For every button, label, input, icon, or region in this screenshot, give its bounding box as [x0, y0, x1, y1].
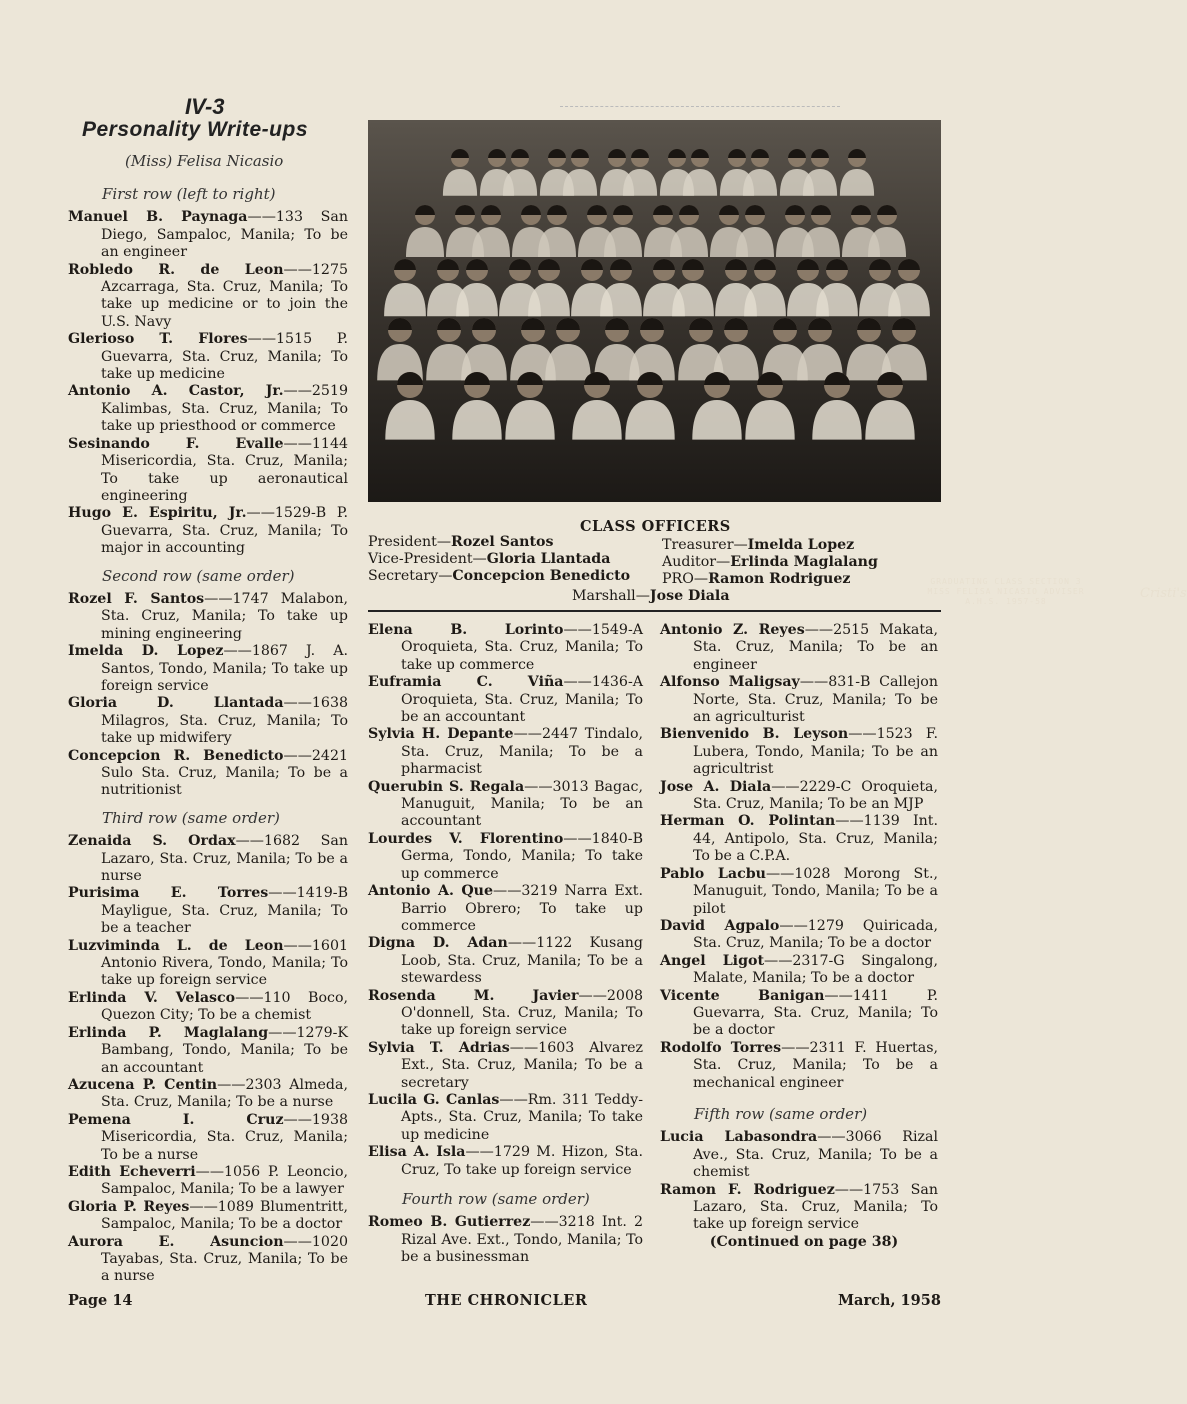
photographer-signature: Cristi's: [1140, 586, 1187, 601]
student-details: ——2421 Sulo Sta. Cruz, Manila; To be a nutritionist: [101, 747, 348, 799]
student-name: Erlinda V. Velasco: [68, 989, 236, 1006]
student-entry: [68, 331, 348, 383]
officer-entry: [662, 537, 854, 554]
student-entry: [68, 1164, 348, 1199]
student-entry: [68, 436, 348, 506]
student-name: Elisa A. Isla: [368, 1144, 466, 1161]
student-name: Concepcion R. Benedicto: [68, 747, 284, 764]
officer-entry: [368, 568, 630, 585]
student-entry: [660, 866, 938, 918]
student-entry: [368, 779, 643, 831]
officer-role: Treasurer—: [662, 537, 748, 553]
student-details: ——1419-B Mayligue, Sta. Cruz, Manila; To be a teacher: [101, 885, 348, 937]
student-details: ——1747 Malabon, Sta. Cruz, Manila; To take up mining engineering: [101, 590, 348, 642]
student-name: Lourdes V. Florentino: [368, 830, 564, 847]
student-details: ——1938 Misericordia, Sta. Cruz, Manila; To be a nurse: [101, 1111, 348, 1163]
student-details: ——3013 Bagac, Manuguit, Manila; To be an accountant: [401, 778, 644, 830]
student-entry: [368, 935, 643, 987]
student-name: Luzviminda L. de Leon: [68, 937, 284, 954]
student-entry: [660, 918, 938, 953]
divider: [560, 106, 840, 108]
student-details: ——1753 San Lazaro, Sta. Cruz, Manila; To take up foreign service: [693, 1181, 938, 1233]
student-details: ——2008 O'donnell, Sta. Cruz, Manila; To take up foreign service: [401, 987, 643, 1039]
officer-name: Rozel Santos: [451, 534, 554, 550]
student-name: Herman O. Polintan: [660, 813, 836, 830]
student-name: Ramon F. Rodriguez: [660, 1181, 835, 1198]
issue-date: March, 1958: [838, 1292, 941, 1309]
photo-caption-line: A.H.S. 1957-58: [965, 597, 1047, 606]
officer-role: PRO—: [662, 571, 709, 587]
row-heading: Third row (same order): [102, 808, 280, 827]
officer-entry: [662, 554, 878, 571]
student-name: Digna D. Adan: [368, 935, 508, 952]
student-details: ——1603 Alvarez Ext., Sta. Cruz, Manila; To be a secretary: [401, 1039, 643, 1091]
student-name: Pablo Lacbu: [660, 865, 766, 882]
student-entry: [660, 1182, 938, 1234]
student-name: Jose A. Diala: [660, 778, 772, 795]
student-entry: [660, 953, 938, 988]
student-entry: [68, 505, 348, 557]
photo-caption-line: GRADUATING CLASS SECTION 3: [930, 577, 1082, 586]
officer-name: Imelda Lopez: [747, 537, 855, 553]
officer-role: Vice-President—: [368, 551, 487, 567]
student-name: Angel Ligot: [660, 952, 765, 969]
photo-caption-line: MISS FELISA NICASIO ADVISER: [927, 587, 1085, 596]
officer-name: Gloria Llantada: [486, 551, 611, 567]
student-name: Gloria D. Llantada: [68, 695, 284, 712]
student-name: Gloria P. Reyes: [68, 1198, 190, 1215]
student-details: ——2515 Makata, Sta. Cruz, Manila; To be an engineer: [693, 622, 938, 673]
student-name: Vicente Banigan: [660, 987, 825, 1004]
officer-entry: [662, 571, 850, 588]
student-details: ——3066 Rizal Ave., Sta. Cruz, Manila; To be a chemist: [693, 1129, 938, 1181]
student-entry: [68, 591, 348, 643]
student-details: ——1056 P. Leoncio, Sampaloc, Manila; To be a lawyer: [101, 1163, 348, 1198]
officer-role: President—: [368, 534, 452, 550]
class-officers-title: CLASS OFFICERS: [580, 518, 731, 535]
officer-role: Marshall—: [572, 588, 650, 604]
officer-entry: [572, 588, 730, 605]
student-entry: [660, 779, 938, 814]
student-entry: [68, 383, 348, 435]
student-entry: [68, 885, 348, 937]
student-details: ——2303 Almeda, Sta. Cruz, Manila; To be a nurse: [101, 1076, 348, 1111]
student-details: ——1279 Quiricada, Sta. Cruz, Manila; To be a doctor: [693, 917, 938, 952]
student-details: ——2447 Tindalo, Sta. Cruz, Manila; To be a pharmacist: [401, 726, 643, 778]
student-entry: [368, 1214, 643, 1266]
student-entry: [660, 622, 938, 674]
row-heading: Fifth row (same order): [694, 1104, 868, 1123]
student-details: ——1638 Milagros, Sta. Cruz, Manila; To take up midwifery: [101, 695, 348, 747]
right-column: [660, 622, 938, 1251]
student-entry: [68, 938, 348, 990]
left-column: [68, 186, 348, 1286]
student-details: ——1515 P. Guevarra, Sta. Cruz, Manila; To take up medicine: [101, 331, 348, 383]
student-details: ——1275 Azcarraga, Sta. Cruz, Manila; To take up medicine or to join the U.S. Navy: [101, 261, 348, 330]
student-entry: [368, 988, 643, 1040]
student-entry: [68, 262, 348, 332]
student-name: Antonio A. Que: [368, 883, 494, 900]
student-name: Rozel F. Santos: [68, 590, 205, 607]
student-name: Sylvia H. Depante: [368, 726, 514, 743]
photo-caption: [916, 577, 1096, 607]
student-details: ——2519 Kalimbas, Sta. Cruz, Manila; To take up priesthood or commerce: [101, 383, 348, 435]
student-name: Elena B. Lorinto: [368, 622, 564, 638]
student-details: ——831-B Callejon Norte, Sta. Cruz, Manila; To be an agriculturist: [693, 674, 938, 726]
student-details: ——2229-C Oroquieta, Sta. Cruz, Manila; To be an MJP: [693, 778, 939, 813]
student-entry: [68, 1234, 348, 1286]
student-details: ——110 Boco, Quezon City; To be a chemist: [101, 989, 348, 1024]
student-details: ——1867 J. A. Santos, Tondo, Manila; To take up foreign service: [101, 643, 348, 694]
student-name: Rosenda M. Javier: [368, 987, 579, 1004]
student-details: ——1682 San Lazaro, Sta. Cruz, Manila; To be a nurse: [101, 833, 348, 885]
student-details: ——1529-B P. Guevarra, Sta. Cruz, Manila; To major in accounting: [101, 505, 349, 557]
page-title: Personality Write-ups: [82, 118, 308, 141]
student-entry: [368, 1092, 643, 1144]
student-entry: [660, 988, 938, 1040]
row-heading: First row (left to right): [102, 185, 276, 203]
student-details: ——1523 F. Lubera, Tondo, Manila; To be an agricultrist: [693, 726, 939, 778]
section-rule: [368, 610, 941, 612]
middle-column: [368, 622, 643, 1267]
student-name: Romeo B. Gutierrez: [368, 1214, 531, 1231]
student-details: ——1436-A Oroquieta, Sta. Cruz, Manila; To be an accountant: [401, 674, 643, 726]
student-name: Rodolfo Torres: [660, 1039, 782, 1056]
student-name: David Agpalo: [660, 917, 780, 934]
student-details: ——1144 Misericordia, Sta. Cruz, Manila; To take up aeronautical engineering: [101, 435, 348, 504]
officer-name: Ramon Rodriguez: [708, 571, 851, 587]
student-details: ——2317-G Singalong, Malate, Manila; To be a doctor: [693, 952, 938, 987]
officer-name: Concepcion Benedicto: [452, 568, 631, 584]
student-name: Edith Echeverri: [68, 1163, 196, 1180]
student-details: ——1840-B Germa, Tondo, Manila; To take up commerce: [401, 830, 643, 882]
officer-entry: [368, 551, 610, 568]
student-entry: [660, 726, 938, 778]
student-name: Glerioso T. Flores: [68, 331, 248, 348]
student-details: ——Rm. 311 Teddy-Apts., Sta. Cruz, Manila; To take up medicine: [401, 1091, 643, 1143]
student-details: ——1020 Tayabas, Sta. Cruz, Manila; To be a nurse: [101, 1233, 348, 1285]
student-details: ——1089 Blumentritt, Sampaloc, Manila; To be a doctor: [101, 1198, 348, 1233]
student-entry: [68, 695, 348, 747]
student-name: Zenaida S. Ordax: [68, 833, 236, 850]
student-entry: [368, 831, 643, 883]
student-entry: [68, 1025, 348, 1077]
class-photo-image: [368, 120, 941, 502]
student-name: Manuel B. Paynaga: [68, 209, 248, 226]
officer-name: Jose Diala: [649, 588, 730, 604]
student-entry: [68, 1199, 348, 1234]
student-entry: [368, 1144, 643, 1179]
student-entry: [368, 883, 643, 935]
student-details: ——2311 F. Huertas, Sta. Cruz, Manila; To be a mechanical engineer: [693, 1039, 939, 1091]
student-name: Antonio Z. Reyes: [660, 622, 805, 638]
section-heading: IV-3: [185, 94, 225, 119]
student-name: Alfonso Maligsay: [660, 674, 800, 691]
student-name: Antonio A. Castor, Jr.: [68, 383, 284, 400]
student-details: ——1279-K Bambang, Tondo, Manila; To be an accountant: [101, 1024, 348, 1076]
student-name: Robledo R. de Leon: [68, 261, 284, 278]
publication-name: THE CHRONICLER: [425, 1292, 588, 1309]
student-name: Querubin S. Regala: [368, 778, 525, 795]
student-name: Lucia Labasondra: [660, 1129, 818, 1146]
student-name: Purisima E. Torres: [68, 885, 269, 902]
student-details: ——1729 M. Hizon, Sta. Cruz, To take up foreign service: [401, 1144, 643, 1178]
officer-role: Auditor—: [662, 554, 731, 570]
student-entry: [68, 833, 348, 885]
adviser-name: (Miss) Felisa Nicasio: [125, 152, 284, 170]
student-entry: [368, 674, 643, 726]
student-details: ——1601 Antonio Rivera, Tondo, Manila; To take up foreign service: [101, 937, 348, 989]
student-entry: [368, 726, 643, 778]
student-entry: [68, 748, 348, 800]
student-entry: [68, 209, 348, 261]
student-details: ——1122 Kusang Loob, Sta. Cruz, Manila; To be a stewardess: [401, 935, 644, 987]
student-entry: [660, 813, 938, 865]
student-entry: [368, 622, 643, 674]
student-entry: [68, 1077, 348, 1112]
student-details: ——1549-A Oroquieta, Sta. Cruz, Manila; To take up commerce: [401, 622, 643, 673]
student-entry: [660, 1129, 938, 1181]
student-entry: [660, 1040, 938, 1092]
student-name: Erlinda P. Maglalang: [68, 1024, 269, 1041]
student-details: ——1411 P. Guevarra, Sta. Cruz, Manila; To be a doctor: [693, 987, 939, 1039]
student-name: Lucila G. Canlas: [368, 1091, 500, 1108]
student-details: ——1028 Morong St., Manuguit, Tondo, Manila; To be a pilot: [693, 865, 938, 917]
student-details: ——3218 Int. 2 Rizal Ave. Ext., Tondo, Manila; To be a businessman: [401, 1214, 644, 1266]
student-details: ——133 San Diego, Sampaloc, Manila; To be an engineer: [101, 209, 348, 261]
student-name: Pemena I. Cruz: [68, 1111, 284, 1128]
student-name: Euframia C. Viña: [368, 674, 564, 691]
student-entry: [68, 643, 348, 695]
student-details: ——3219 Narra Ext. Barrio Obrero; To take up commerce: [401, 883, 643, 934]
student-entry: [68, 1112, 348, 1164]
student-name: Hugo E. Espiritu, Jr.: [68, 505, 247, 522]
officer-entry: [368, 534, 553, 551]
student-entry: [68, 990, 348, 1025]
student-details: ——1139 Int. 44, Antipolo, Sta. Cruz, Manila; To be a C.P.A.: [693, 813, 938, 865]
row-heading: Fourth row (same order): [402, 1190, 590, 1208]
student-entry: [368, 1040, 643, 1092]
page-number: Page 14: [68, 1292, 133, 1309]
student-name: Sylvia T. Adrias: [368, 1039, 510, 1056]
continued-note: (Continued on page 38): [709, 1233, 899, 1250]
officer-name: Erlinda Maglalang: [730, 554, 878, 570]
student-entry: [660, 674, 938, 726]
officer-role: Secretary—: [368, 568, 453, 584]
student-name: Aurora E. Asuncion: [68, 1233, 284, 1250]
student-name: Imelda D. Lopez: [68, 643, 224, 660]
student-name: Sesinando F. Evalle: [68, 435, 284, 452]
row-heading: Second row (same order): [102, 566, 295, 585]
student-name: Bienvenido B. Leyson: [660, 726, 849, 743]
student-name: Azucena P. Centin: [68, 1076, 218, 1093]
